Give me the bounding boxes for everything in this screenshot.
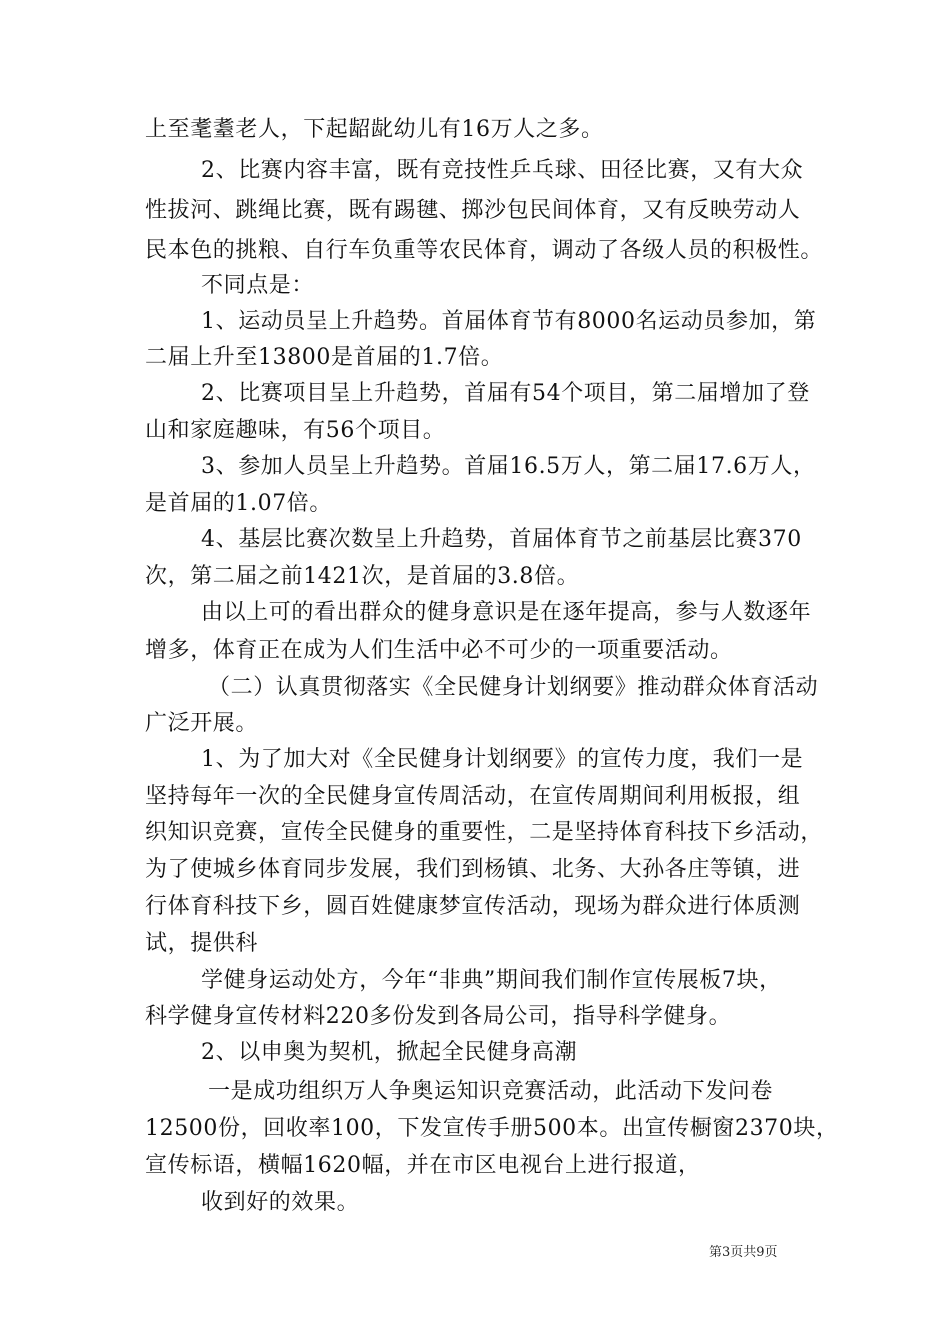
- text-line: 2、比赛项目呈上升趋势，首届有54个项目，第二届增加了登: [201, 381, 810, 406]
- text-line: 是首届的1.07倍。: [145, 491, 332, 516]
- text-line: 学健身运动处方，今年“非典”期间我们制作宣传展板7块，: [201, 968, 782, 993]
- text-line: 不同点是：: [201, 273, 315, 298]
- text-line: 上至耄耋老人，下起龆龀幼儿有16万人之多。: [145, 117, 604, 142]
- text-line: 坚持每年一次的全民健身宣传周活动，在宣传周期间利用板报，组: [145, 784, 801, 809]
- text-line: 由以上可的看出群众的健身意识是在逐年提高，参与人数逐年: [201, 600, 812, 625]
- text-line: 收到好的效果。: [201, 1190, 360, 1215]
- text-line: 增多，体育正在成为人们生活中必不可少的一项重要活动。: [145, 638, 733, 663]
- text-line: 行体育科技下乡，圆百姓健康梦宣传活动，现场为群众进行体质测: [145, 894, 801, 919]
- text-line: 2、比赛内容丰富，既有竞技性乒乓球、田径比赛，又有大众: [201, 158, 804, 183]
- text-line: 3、参加人员呈上升趋势。首届16.5万人，第二届17.6万人，: [201, 454, 816, 479]
- text-line: 为了使城乡体育同步发展，我们到杨镇、北务、大孙各庄等镇，进: [145, 857, 801, 882]
- text-line: 民本色的挑粮、自行车负重等农民体育，调动了各级人员的积极性。: [145, 238, 824, 263]
- section-heading: 广泛开展。: [145, 711, 259, 736]
- text-line: 科学健身宣传材料220多份发到各局公司，指导科学健身。: [145, 1004, 732, 1029]
- text-line: 12500份，回收率100，下发宣传手册500本。出宣传橱窗2370块，: [145, 1116, 839, 1141]
- text-line: 次，第二届之前1421次，是首届的3.8倍。: [145, 564, 580, 589]
- text-line: 试，提供科: [145, 931, 259, 956]
- text-line: 1、为了加大对《全民健身计划纲要》的宣传力度，我们一是: [201, 747, 804, 772]
- section-heading: （二）认真贯彻落实《全民健身计划纲要》推动群众体育活动: [208, 675, 819, 700]
- text-line: 二届上升至13800是首届的1.7倍。: [145, 345, 504, 370]
- text-line: 4、基层比赛次数呈上升趋势，首届体育节之前基层比赛370: [201, 527, 802, 552]
- text-line: 织知识竞赛，宣传全民健身的重要性，二是坚持体育科技下乡活动，: [145, 820, 824, 845]
- text-line: 山和家庭趣味，有56个项目。: [145, 418, 446, 443]
- text-line: 性拔河、跳绳比赛，既有踢毽、掷沙包民间体育，又有反映劳动人: [145, 198, 801, 223]
- text-line: 一是成功组织万人争奥运知识竞赛活动，此活动下发问卷: [208, 1079, 774, 1104]
- text-line: 2、以申奥为契机，掀起全民健身高潮: [201, 1040, 578, 1065]
- page-number: 第3页共9页: [709, 1245, 778, 1260]
- text-line: 宣传标语，横幅1620幅，并在市区电视台上进行报道，: [145, 1153, 701, 1178]
- text-line: 1、运动员呈上升趋势。首届体育节有8000名运动员参加，第: [201, 309, 817, 334]
